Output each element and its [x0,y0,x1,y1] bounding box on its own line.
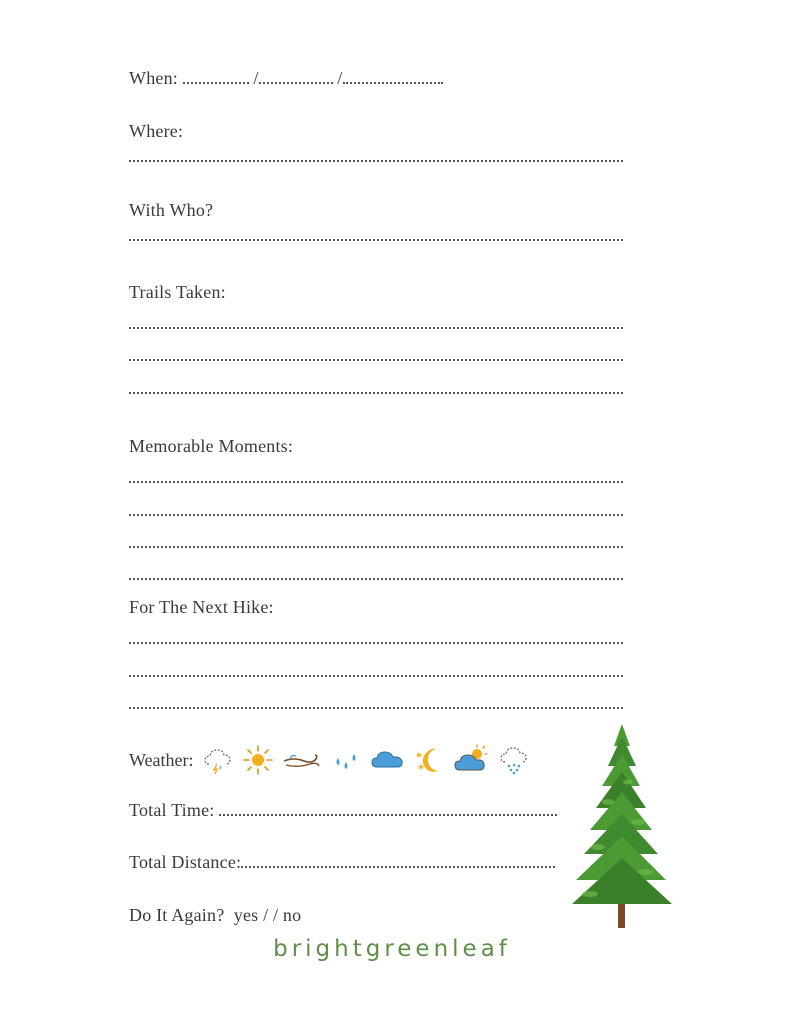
memorable-moments-line[interactable] [129,578,623,580]
where-label: Where: [129,121,184,141]
rain-drops-icon[interactable] [330,744,362,776]
cloud-icon[interactable] [370,744,406,776]
snow-cloud-icon[interactable] [498,744,530,776]
when-day-field[interactable] [183,82,249,84]
where-line[interactable] [129,160,623,162]
when-label: When: [129,68,178,88]
storm-cloud-icon[interactable] [202,744,234,776]
total-time-field[interactable] [219,814,557,816]
total-distance-field[interactable] [241,866,555,868]
next-hike-line[interactable] [129,675,623,677]
weather-label: Weather: [129,749,194,770]
next-hike-line[interactable] [129,642,623,644]
wind-icon[interactable] [282,744,322,776]
memorable-moments-line[interactable] [129,546,623,548]
with-who-line[interactable] [129,239,623,241]
memorable-moments-label: Memorable Moments: [129,436,294,456]
with-who-label: With Who? [129,200,214,220]
trails-taken-label: Trails Taken: [129,282,226,302]
pine-tree-illustration [568,722,678,932]
do-again-label: Do It Again? [129,905,225,925]
do-again-row [129,905,301,926]
memorable-moments-line[interactable] [129,481,623,483]
trails-taken-line[interactable] [129,359,623,361]
next-hike-line[interactable] [129,707,623,709]
total-distance-row [129,852,555,873]
total-time-label: Total Time: [129,800,215,820]
next-hike-label: For The Next Hike: [129,597,274,617]
trails-taken-line[interactable] [129,327,623,329]
trails-taken-line[interactable] [129,392,623,394]
brand-name: brightgreenleaf [273,936,511,962]
do-again-options[interactable]: yes / / no [233,905,302,925]
weather-row [129,744,530,776]
partly-cloudy-icon[interactable] [454,744,490,776]
sun-icon[interactable] [242,744,274,776]
when-separator: / [337,68,343,88]
memorable-moments-line[interactable] [129,514,623,516]
moon-stars-icon[interactable] [414,744,446,776]
when-year-field[interactable] [343,82,443,84]
total-distance-label: Total Distance: [129,852,242,872]
when-separator: / [253,68,259,88]
when-row [129,68,443,89]
total-time-row [129,800,557,821]
when-month-field[interactable] [259,82,333,84]
